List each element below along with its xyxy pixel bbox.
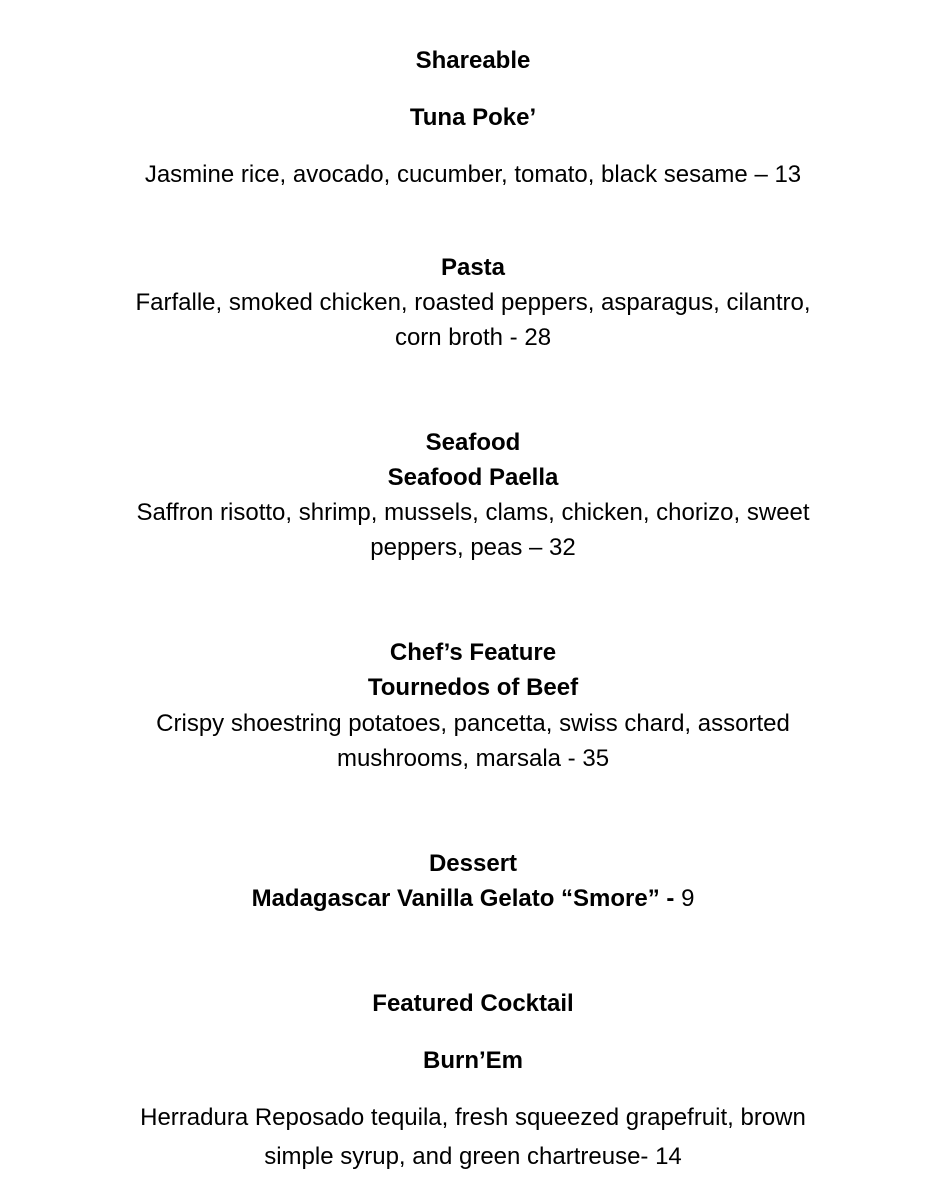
section-heading-featured-cocktail: Featured Cocktail	[372, 990, 574, 1017]
section-heading-seafood: Seafood	[425, 429, 521, 456]
dish-description-pasta-line2: corn broth - 28	[394, 324, 552, 351]
dish-description-paella-line1: Saffron risotto, shrimp, mussels, clams, chicken, chorizo, sweet	[136, 499, 810, 526]
drink-description-burnem-line2: simple syrup, and green chartreuse- 14	[264, 1143, 682, 1170]
section-heading-dessert: Dessert	[428, 850, 518, 877]
dish-name-tournedos-of-beef: Tournedos of Beef	[367, 674, 579, 701]
drink-description-burnem-line1: Herradura Reposado tequila, fresh squeezed grapefruit, brown	[140, 1104, 806, 1131]
dish-name-tuna-poke: Tuna Poke’	[409, 104, 537, 131]
section-heading-chefs-feature: Chef’s Feature	[389, 639, 557, 666]
section-heading-pasta: Pasta	[440, 254, 506, 281]
dessert-line	[0, 884, 946, 914]
dish-description-pasta-line1: Farfalle, smoked chicken, roasted peppers, asparagus, cilantro,	[135, 289, 811, 316]
dish-description-tuna-poke: Jasmine rice, avocado, cucumber, tomato, black sesame – 13	[144, 161, 802, 188]
dish-name-seafood-paella: Seafood Paella	[387, 464, 559, 491]
drink-name-burnem: Burn’Em	[422, 1047, 523, 1074]
dish-price-gelato-smore: 9	[674, 885, 695, 912]
dish-description-paella-line2: peppers, peas – 32	[370, 534, 576, 561]
dish-name-gelato-smore: Madagascar Vanilla Gelato “Smore” -	[251, 885, 675, 912]
section-heading-shareable: Shareable	[415, 47, 531, 74]
dish-description-tournedos-line1: Crispy shoestring potatoes, pancetta, swiss chard, assorted	[156, 710, 790, 737]
dish-description-tournedos-line2: mushrooms, marsala - 35	[336, 745, 610, 772]
